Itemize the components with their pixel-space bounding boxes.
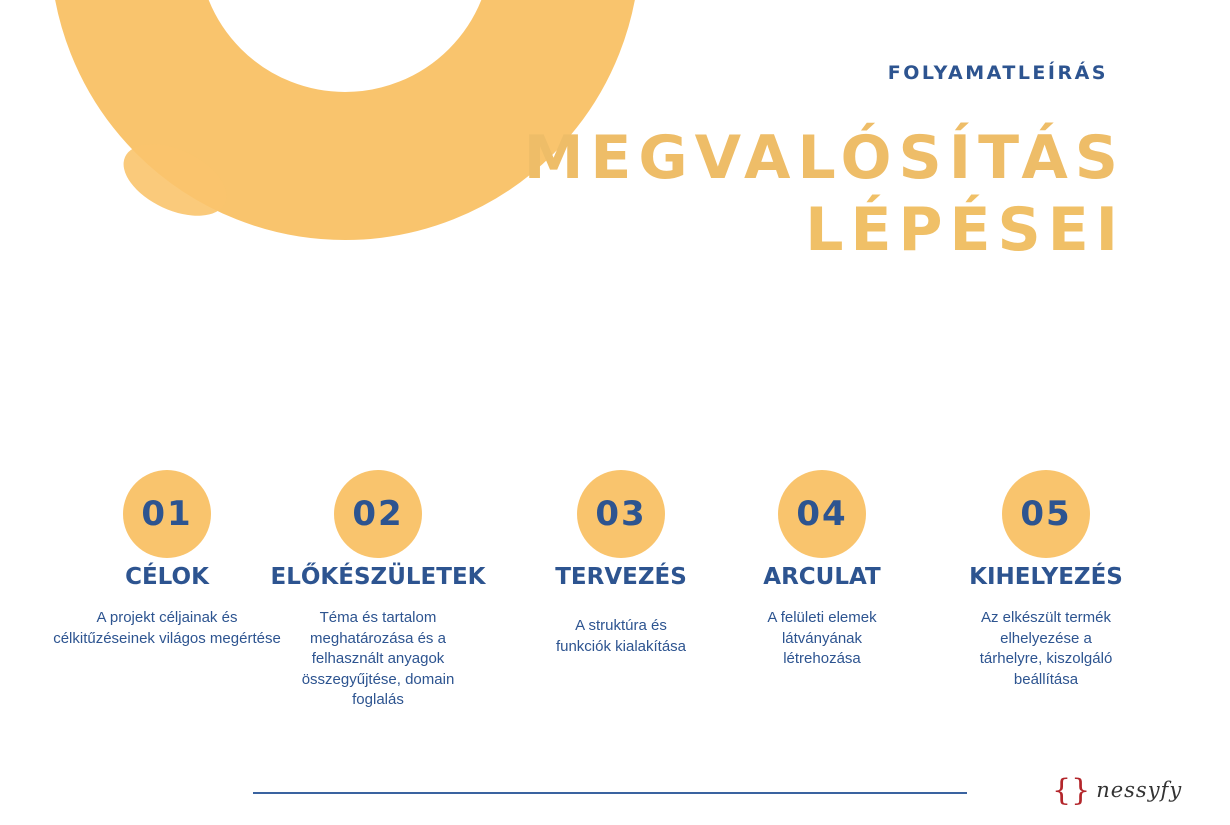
footer-divider (253, 792, 967, 794)
title-line-1: MEGVALÓSÍTÁS (523, 123, 1125, 193)
step-description: Az elkészült termék elhelyezése a tárhelyre, kiszolgáló beállítása (979, 609, 1113, 688)
step-description: Téma és tartalom meghatározása és a felhasznált anyagok összegyűjtése, domain foglalás (301, 609, 455, 708)
eyebrow-label: FOLYAMATLEÍRÁS (887, 62, 1108, 84)
step-title: KIHELYEZÉS (969, 564, 1123, 590)
page-title (524, 122, 1125, 266)
step-description: A felületi elemek látványának létrehozása (767, 609, 877, 667)
step-number-badge: 04 (778, 470, 866, 558)
step-3 (506, 470, 736, 657)
logo-wordmark: nessyfy (1096, 778, 1183, 802)
step-5 (931, 470, 1161, 690)
step-number-badge: 03 (577, 470, 665, 558)
step-description: A struktúra és funkciók kialakítása (555, 617, 687, 655)
step-4 (707, 470, 937, 670)
step-description: A projekt céljainak és célkitűzéseinek világos megértése (53, 609, 281, 647)
step-2 (263, 470, 493, 711)
logo-braces-icon: {} (1052, 772, 1091, 808)
brand-logo (1052, 770, 1182, 810)
step-1 (52, 470, 282, 649)
step-title: TERVEZÉS (555, 564, 687, 590)
step-title: ELŐKÉSZÜLETEK (270, 564, 486, 590)
step-title: CÉLOK (125, 564, 209, 590)
step-number-badge: 02 (334, 470, 422, 558)
step-number-badge: 01 (123, 470, 211, 558)
step-title: ARCULAT (763, 564, 881, 590)
step-number-badge: 05 (1002, 470, 1090, 558)
title-line-2: LÉPÉSEI (805, 195, 1125, 265)
